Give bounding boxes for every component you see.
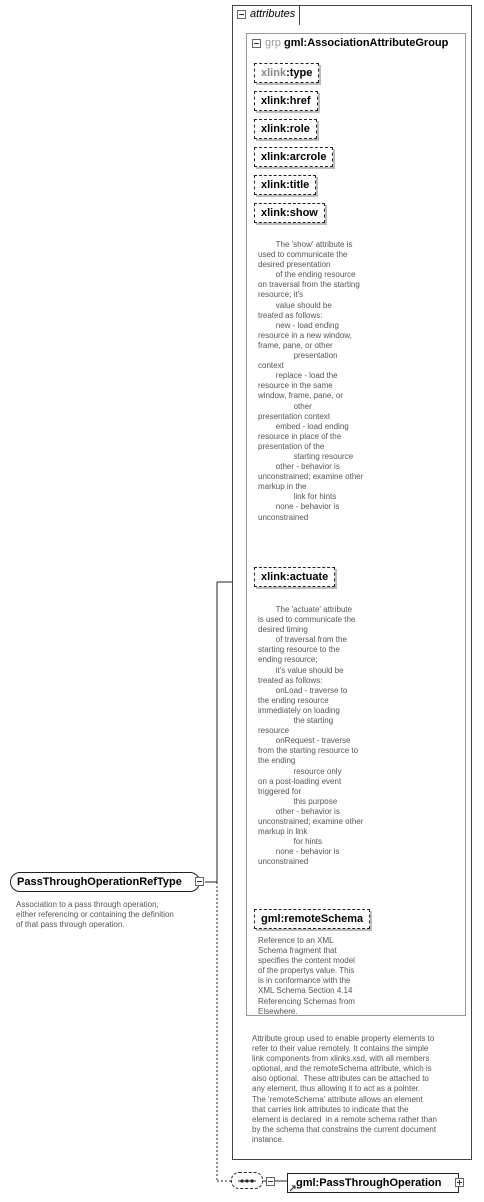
reference-arrow-icon bbox=[289, 1185, 296, 1192]
show-documentation: The 'show' attribute is used to communicate the desired presentation of the ending resource on traversal from the starting resource; it's value should be treated as follows: new - load ending resource in a new window, frame, pane, or other presentation context replace - load the resource in the same window, frame, pane, or other presentation context embed - load ending resource in place of the presentation of the starting resource other - behavior is unconstrained; examine other markup in the link for hints none - behavior is unconstrained bbox=[258, 240, 364, 522]
group-keyword: grp bbox=[265, 37, 281, 49]
collapse-sequence-icon[interactable] bbox=[266, 1177, 275, 1186]
attribute-xlink-arcrole[interactable]: xlink:arcrole bbox=[254, 147, 333, 167]
attribute-xlink-href[interactable]: xlink:href bbox=[254, 91, 318, 111]
attributes-label: attributes bbox=[250, 8, 296, 20]
attribute-xlink-actuate[interactable]: xlink:actuate bbox=[254, 567, 335, 587]
attribute-xlink-type[interactable]: xlink:type bbox=[254, 63, 319, 83]
attribute-xlink-title[interactable]: xlink:title bbox=[254, 175, 316, 195]
main-element-name: PassThroughOperationRefType bbox=[17, 876, 182, 888]
group-documentation: Attribute group used to enable property elements to refer to their value remotely. It contains the simple link components from xlinks.xsd, with all members optional, and the remoteSchema attribute, which is also optional. These attributes can be attached to any element, thus allowing it to act as a pointer. The 'remoteSchema' attribute allows an element that carries link attributes to indicate that the element is declared in a remote schema rather than by the schema that constrains the current document instance. bbox=[252, 1034, 437, 1144]
actuate-documentation: The 'actuate' attribute is used to communicate the desired timing of traversal from the starting resource to the ending resource; it's value should be treated as follows: onLoad - traverse to the ending resource immediately on loading the starting resource onRequest - traverse from the starting resource to the ending resource only on a post-loading event triggered for this purpose other - behavior is unconstrained; examine other markup in link for hints none - behavior is unconstrained bbox=[258, 605, 364, 867]
sequence-icon bbox=[232, 1173, 262, 1188]
expand-child-element-icon[interactable] bbox=[455, 1178, 464, 1187]
child-element-name: gml:PassThroughOperation bbox=[296, 1177, 442, 1189]
attribute-xlink-show[interactable]: xlink:show bbox=[254, 203, 325, 223]
main-element-box[interactable] bbox=[10, 872, 200, 892]
collapse-group-icon[interactable] bbox=[252, 39, 261, 48]
collapse-main-element-icon[interactable] bbox=[195, 877, 204, 886]
attribute-xlink-role[interactable]: xlink:role bbox=[254, 119, 317, 139]
group-name: gml:AssociationAttributeGroup bbox=[283, 37, 449, 49]
main-element-documentation: Association to a pass through operation, either referencing or containing the definition of that pass through operation. bbox=[16, 900, 174, 930]
collapse-attributes-icon[interactable] bbox=[237, 10, 246, 19]
remote-schema-documentation: Reference to an XML Schema fragment that specifies the content model of the propertys value. This is in conformance with the XML Schema Section 4.14 Referencing Schemas from Elsewhere. bbox=[258, 936, 355, 1016]
attribute-gml-remoteschema[interactable]: gml:remoteSchema bbox=[254, 909, 370, 929]
child-element-box[interactable] bbox=[287, 1173, 459, 1193]
attribute-group-title bbox=[265, 37, 448, 49]
sequence-compositor[interactable] bbox=[231, 1172, 263, 1189]
